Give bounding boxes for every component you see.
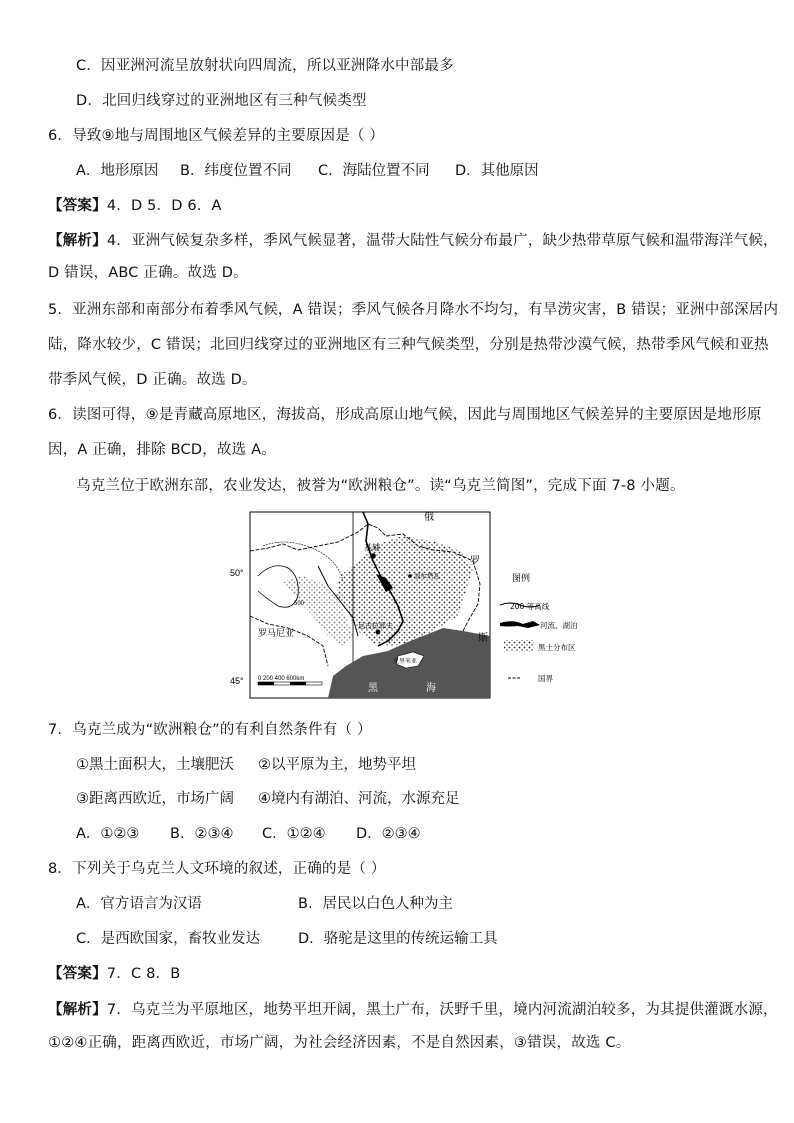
q5-option-c: C．因亚洲河流呈放射状向四周流，所以亚洲降水中部最多: [76, 58, 454, 74]
q6-option-d: D．其他原因: [455, 163, 539, 179]
q7-statement-3: ③距离西欧近，市场广阔: [76, 791, 234, 807]
analysis-line: [48, 1000, 778, 1020]
analysis-line: 5．亚洲东部和南部分布着季风气候，A 错误；季风气候各月降水不均匀，有旱涝灾害，B 错误；亚洲中部深居内: [48, 302, 779, 318]
city-kyiv: [370, 553, 376, 559]
q7-option-b: B．②③④: [170, 826, 234, 842]
q8-stem: 8．下列关于乌克兰人文环境的叙述，正确的是（ ）: [48, 861, 386, 877]
label-kyiv: 基辅: [364, 543, 380, 552]
legend-border-label: 国界: [538, 674, 553, 683]
label-crimea: 克里米亚: [393, 658, 418, 665]
q7-statement-2: ②以平原为主，地势平坦: [258, 757, 416, 773]
q6-option-a: A．地形原因: [76, 163, 159, 179]
legend-soil-symbol: [504, 640, 534, 652]
ukraine-map-figure: [228, 506, 578, 702]
q8-option-a: A．官方语言为汉语: [76, 896, 202, 912]
label-hill: 波尔塔瓦: [414, 572, 440, 580]
analysis-line: ①②④正确，距离西欧近，市场广阔，为社会经济因素，不是自然因素，③错误，故选 C。: [48, 1035, 631, 1051]
analysis-line: D 错误，ABC 正确。故选 D。: [48, 265, 248, 281]
intro-text: 乌克兰位于欧洲东部，农业发达，被誉为“欧洲粮仓”。读“乌克兰简图”，完成下面 7-8 小题。: [76, 478, 685, 494]
answer-label: 【答案】: [48, 198, 107, 214]
city-nikolaev: [376, 630, 381, 635]
label-lat50: 50°: [230, 568, 244, 578]
label-contour: 500: [294, 601, 305, 607]
answer-text: 7．C 8．B: [106, 966, 181, 982]
analysis-line: 带季风气候，D 正确。故选 D。: [48, 372, 257, 388]
legend-title: 图例: [512, 574, 531, 584]
q6-option-b: B．纬度位置不同: [180, 163, 292, 179]
answer-text: 4．D 5．D 6．A: [106, 198, 222, 214]
q7-statement-1: ①黑土面积大，土壤肥沃: [76, 757, 234, 773]
label-russia3: 斯: [478, 633, 488, 644]
scale-bar-fill: [290, 682, 306, 685]
label-sea2: 海: [426, 683, 436, 694]
label-sea1: 黑: [368, 683, 378, 694]
q7-option-a: A．①②③: [76, 826, 140, 842]
analysis-text: 4．亚洲气候复杂多样，季风气候显著，温带大陆性气候分布最广，缺少热带草原气候和温带海洋气候，: [106, 233, 778, 249]
answer-block-1: [48, 196, 222, 216]
label-russia1: 俄: [424, 512, 434, 523]
legend-river-symbol: [500, 621, 540, 628]
label-lat45: 45°: [230, 676, 244, 686]
scale-bar-fill: [258, 682, 274, 685]
q7-option-d: D．②③④: [356, 826, 421, 842]
city-hill: [408, 574, 412, 578]
analysis-line: 因，A 正确，排除 BCD，故选 A。: [48, 442, 276, 458]
ukraine-map: [228, 506, 578, 702]
q5-option-d: D．北回归线穿过的亚洲地区有三种气候类型: [76, 93, 367, 109]
analysis-text: 7．乌克兰为平原地区，地势平坦开阔，黑土广布，沃野千里，境内河流湖泊较多，为其提供灌溉水源，: [106, 1002, 778, 1018]
q7-option-c: C．①②④: [262, 826, 326, 842]
label-scale: 0 200 400 600km: [258, 676, 305, 682]
label-nikolaev: 尼古拉耶夫: [358, 622, 393, 630]
answer-block-2: [48, 964, 180, 984]
q8-option-d: D．骆驼是这里的传统运输工具: [298, 931, 498, 947]
analysis-line: 6．读图可得，⑨是青藏高原地区，海拔高，形成高原山地气候，因此与周围地区气候差异的主要原因是地形原: [48, 407, 762, 423]
label-romania: 罗马尼亚: [258, 629, 295, 639]
legend-contour-label: 200 等高线: [510, 602, 550, 611]
legend-river-label: 河流、湖泊: [540, 621, 578, 630]
q8-option-b: B．居民以白色人种为主: [298, 896, 453, 912]
q6-option-c: C．海陆位置不同: [318, 163, 430, 179]
analysis-label: 【解析】: [48, 1002, 107, 1018]
legend-soil-label: 黑土分布区: [538, 643, 576, 652]
answer-label: 【答案】: [48, 966, 107, 982]
analysis-line: [48, 231, 778, 251]
q6-stem: 6．导致⑨地与周围地区气候差异的主要原因是（ ）: [48, 128, 385, 144]
analysis-label: 【解析】: [48, 233, 107, 249]
analysis-line: 陆，降水较少，C 错误；北回归线穿过的亚洲地区有三种气候类型，分别是热带沙漠气候，热带季风气候和亚热: [48, 337, 769, 353]
q8-option-c: C．是西欧国家，畜牧业发达: [76, 931, 261, 947]
q7-stem: 7．乌克兰成为“欧洲粮仓”的有利自然条件有（ ）: [48, 722, 372, 738]
q7-statement-4: ④境内有湖泊、河流，水源充足: [258, 791, 460, 807]
label-russia2: 罗: [470, 556, 480, 567]
